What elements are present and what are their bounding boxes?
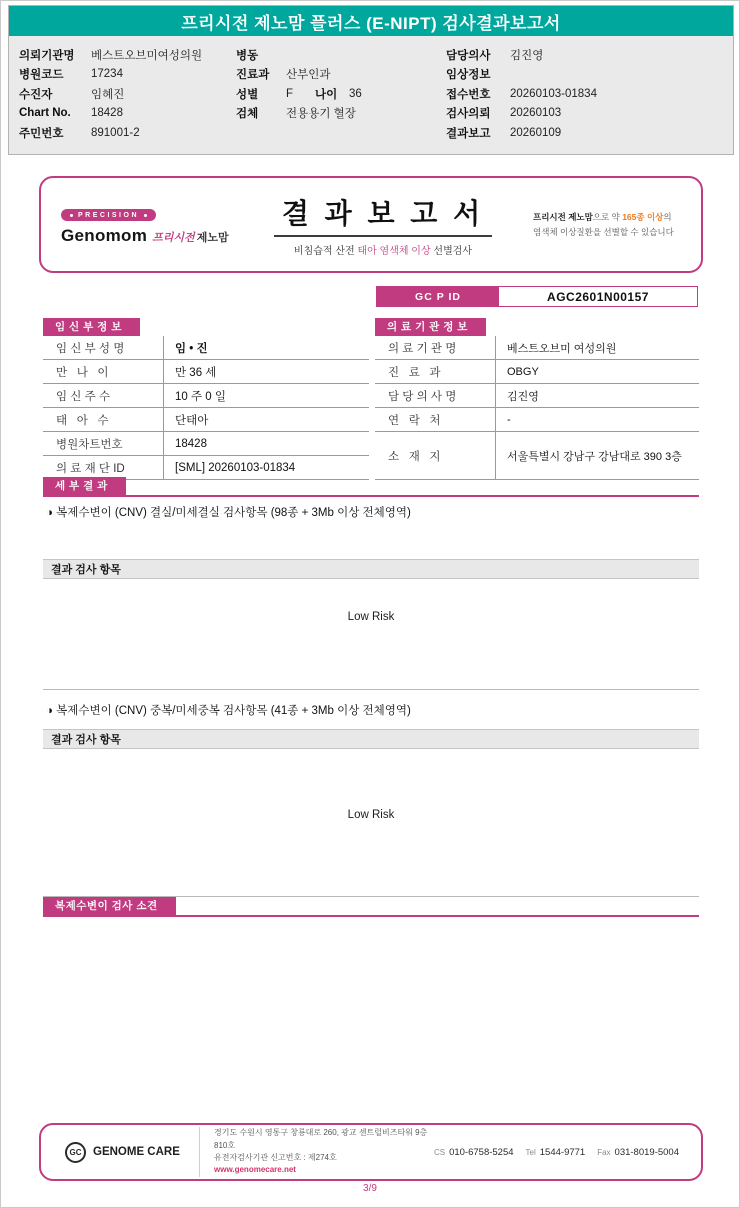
brand-sub-dark: 제노맘 [196, 231, 229, 244]
fax-number: 031-8019-5004 [614, 1146, 679, 1158]
subtitle-prefix: 비침습적 산전 [293, 246, 358, 257]
field-label: 수진자 [19, 88, 53, 101]
field-label: 접수번호 [446, 88, 491, 101]
patient-info-header-chip: 임 신 부 정 보 [43, 318, 140, 336]
tagline-bold: 프리시전 제노맘 [533, 212, 593, 223]
clinic-info-header-chip: 의 료 기 관 정 보 [375, 318, 486, 336]
field-value: 17234 [91, 68, 123, 81]
table-row-age [43, 360, 369, 384]
field-label: 결과보고 [446, 127, 491, 140]
table-row-doctor-name [375, 384, 699, 408]
brand-name: Genomom [61, 225, 148, 245]
field-row-clinical-info [446, 65, 731, 85]
report-header-box [39, 176, 703, 273]
table-row-patient-name [43, 336, 369, 360]
cnv-deletion-section-title: ◑ 복제수변이 (CNV) 결실/미세결실 검사항목 (98종 + 3Mb 이상 전체영역) [46, 507, 411, 519]
cnv-duplication-column-header: 결과 검사 항목 [43, 729, 699, 749]
row-value: 18428 [163, 432, 369, 455]
table-row-gestational-age [43, 384, 369, 408]
tagline-end: 의 [663, 212, 672, 223]
cnv-duplication-result: Low Risk [347, 809, 395, 821]
tagline-mid: 으로 약 [592, 212, 623, 223]
request-info-panel [8, 5, 734, 155]
genomecare-logo-text: GENOME CARE [93, 1146, 180, 1158]
genomecare-logo [41, 1142, 199, 1163]
row-value: 서울특별시 강남구 강남대로 390 3층 [495, 432, 699, 479]
document-title-bar: 프리시전 제노맘 플러스 (E-NIPT) 검사결과보고서 [9, 6, 733, 36]
field-value: 20260103-01834 [510, 87, 597, 100]
row-label: 임 신 주 수 [56, 390, 111, 403]
request-fields-right [446, 45, 731, 143]
row-value: 10 주 0 일 [163, 384, 369, 407]
gc-p-id-label: GC P ID [377, 287, 499, 306]
badge-dot-icon [70, 214, 73, 217]
row-value: 김진영 [495, 384, 699, 407]
tel-label: Tel [525, 1147, 536, 1157]
patient-info-table [43, 317, 369, 480]
field-label: Chart No. [19, 107, 71, 120]
row-label: 임 신 부 성 명 [56, 342, 125, 355]
field-value: 20260103 [510, 107, 562, 120]
field-row-doctor [446, 45, 731, 65]
field-row-resident-id [19, 123, 231, 143]
field-value: 20260109 [510, 126, 562, 139]
contact-tel [526, 1147, 586, 1158]
report-title: 결 과 보 고 서 [274, 192, 492, 237]
report-tagline [533, 210, 701, 239]
row-label: 담 당 의 사 명 [388, 390, 457, 403]
row-value: OBGY [495, 360, 699, 383]
footer-contact-block [434, 1147, 701, 1158]
field-value: F [286, 87, 294, 100]
field-row-hospital-code [19, 65, 231, 85]
footer-address-line1: 경기도 수원시 영통구 창룡대로 260, 광교 센트럴비즈타워 9층 810호 [214, 1128, 428, 1150]
gc-p-id-value: AGC2601N00157 [499, 287, 697, 306]
report-title-block [233, 192, 533, 257]
genomom-logo [41, 204, 233, 246]
precision-badge [61, 209, 156, 221]
subtitle-suffix: 선별검사 [430, 246, 473, 257]
brand-line [61, 226, 233, 246]
row-label: 의 료 기 관 명 [388, 342, 457, 355]
row-value: 만 36 세 [163, 360, 369, 383]
footer-box [39, 1123, 703, 1181]
request-fields [9, 36, 733, 154]
gc-p-id-bar [376, 286, 698, 307]
cs-label: CS [433, 1147, 446, 1157]
footer-website: www.genomecare.net [214, 1165, 296, 1175]
field-label: 병동 [236, 49, 259, 62]
field-value: 전용용기 혈장 [286, 108, 356, 121]
field-row-patient-name [19, 84, 231, 104]
table-row-contact [375, 408, 699, 432]
row-label: 소 재 지 [388, 450, 441, 463]
contact-fax [597, 1147, 679, 1158]
field-label: 주민번호 [19, 127, 64, 140]
request-fields-left [19, 45, 231, 143]
field-label: 의뢰기관명 [19, 49, 75, 62]
detail-results-chip: 세 부 결 과 [43, 477, 126, 495]
genomecare-logo-mark-icon: GC [65, 1142, 86, 1163]
cnv-deletion-column-header: 결과 검사 항목 [43, 559, 699, 579]
field-row-report-date [446, 123, 731, 143]
tagline-highlight: 165종 이상 [622, 212, 664, 223]
footer-address-line2: 유전자검사기관 신고번호 : 제274호 [214, 1153, 337, 1162]
row-value: 임 • 진 [163, 336, 369, 359]
request-fields-mid [236, 45, 441, 123]
field-value: 산부인과 [286, 69, 331, 82]
field-label: 병원코드 [19, 69, 64, 82]
row-value: 단태아 [163, 408, 369, 431]
cnv-deletion-result: Low Risk [347, 611, 395, 623]
row-label: 연 락 처 [388, 414, 441, 427]
field-value: 김진영 [510, 49, 544, 62]
tagline-line2: 염색체 이상질환을 선별할 수 있습니다 [533, 226, 674, 237]
row-label: 의 료 재 단 ID [56, 462, 125, 475]
table-row-clinic-name [375, 336, 699, 360]
field-label: 검체 [236, 108, 259, 121]
field-row-accession-no [446, 84, 731, 104]
page-number: 3/9 [363, 1183, 377, 1194]
field-row-department [236, 65, 441, 85]
table-row-department [375, 360, 699, 384]
field-row-request-date [446, 104, 731, 124]
field-value: 891001-2 [91, 126, 140, 139]
field-value: 18428 [91, 107, 123, 120]
detail-results-header-row [43, 479, 699, 497]
section-divider [43, 689, 699, 690]
row-value: - [495, 408, 699, 431]
cnv-duplication-section-title: ◑ 복제수변이 (CNV) 중복/미세중복 검사항목 (41종 + 3Mb 이상 전체영역) [46, 705, 411, 717]
table-row-chart-number [43, 432, 369, 456]
field-label: 성별 [236, 88, 259, 101]
field-label: 임상정보 [446, 69, 491, 82]
row-label: 만 나 이 [56, 366, 109, 379]
table-row-fetus-count [43, 408, 369, 432]
field-label: 검사의뢰 [446, 108, 491, 121]
row-label: 태 아 수 [56, 414, 109, 427]
field-label-age: 나이 [315, 88, 338, 101]
badge-label: PRECISION [78, 211, 140, 219]
field-value: 임혜진 [91, 88, 125, 101]
row-label: 병원차트번호 [56, 438, 123, 451]
cnv-findings-chip: 복제수변이 검사 소견 [43, 897, 176, 915]
field-row-chart-no [19, 104, 231, 124]
report-subtitle [233, 242, 533, 257]
field-row-ward [236, 45, 441, 65]
tel-number: 1544-9771 [539, 1146, 586, 1158]
cnv-findings-header-row [43, 899, 699, 917]
clinic-info-table [375, 317, 699, 480]
contact-cs [434, 1147, 514, 1158]
row-value: [SML] 20260103-01834 [163, 456, 369, 479]
row-value: 베스트오브미 여성의원 [495, 336, 699, 359]
fax-label: Fax [597, 1147, 611, 1157]
cs-number: 010-6758-5254 [449, 1146, 514, 1158]
brand-sub-pink: 프리시전 [152, 231, 195, 244]
field-label: 진료과 [236, 69, 270, 82]
badge-dot-icon [144, 214, 147, 217]
subtitle-highlight: 태아 염색체 이상 [357, 246, 431, 257]
field-value: 베스트오브미여성의원 [91, 49, 203, 62]
field-row-referring-clinic [19, 45, 231, 65]
row-label: 진 료 과 [388, 366, 441, 379]
table-row-address [375, 432, 699, 480]
field-label: 담당의사 [446, 49, 491, 62]
field-row-sex-age [236, 84, 441, 104]
field-row-specimen [236, 104, 441, 124]
footer-address-block [199, 1127, 434, 1177]
field-value-age: 36 [349, 87, 362, 100]
